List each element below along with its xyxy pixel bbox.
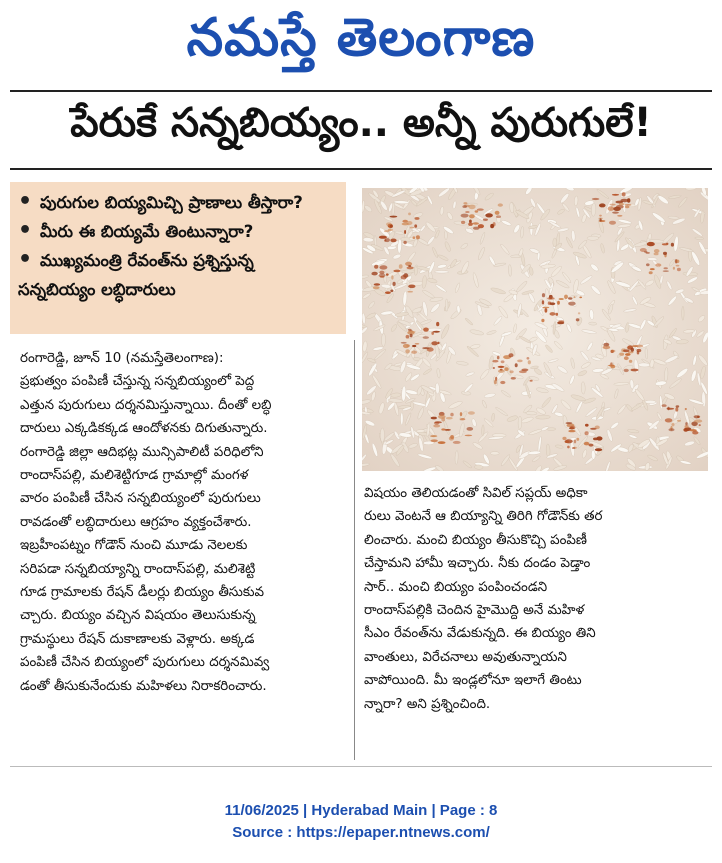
article-line: రాందాస్‌పల్లికి చెందిన హైమొద్ది అనే మహిళ bbox=[364, 603, 585, 619]
footer-source: Source : https://epaper.ntnews.com/ bbox=[232, 824, 490, 841]
article-line: విషయం తెలియడంతో సివిల్ సప్లయ్ అధికా bbox=[364, 486, 588, 501]
headline bbox=[0, 96, 722, 160]
article-line: వారం పంపిణీ చేసిన సన్నబియ్యంలో పురుగులు bbox=[20, 491, 261, 507]
summary-bullet-continuation bbox=[18, 275, 338, 304]
bullet-icon: • bbox=[18, 189, 33, 214]
article-line: దారులు ఎక్కడికక్కడ ఆందోళనకు దిగుతున్నారు. bbox=[20, 421, 268, 437]
summary-bullet bbox=[18, 246, 338, 275]
summary-bullet bbox=[18, 188, 338, 217]
article-line: వాపోయింది. మీ ఇండ్లలోనూ ఇలాగే తింటు bbox=[364, 673, 582, 689]
bullet-icon: • bbox=[18, 247, 33, 272]
summary-bullet-text: మీరు ఈ బియ్యమే తింటున్నారా? bbox=[40, 222, 254, 241]
article-column-right bbox=[364, 482, 704, 716]
article-line: గ్రామస్థులు రేషన్ దుకాణాలకు వెళ్లారు. అక్కడ bbox=[20, 631, 255, 647]
article-line: వాంతులు, విరేచనాలు అవుతున్నాయని bbox=[364, 649, 567, 665]
article-column-left bbox=[20, 347, 346, 698]
article-line: చ్చారు. బియ్యం వచ్చిన విషయం తెలుసుకున్న bbox=[20, 608, 256, 624]
article-line: రులు వెంటనే ఆ బియ్యాన్ని తిరిగి గోడౌన్‌కు తర bbox=[364, 509, 603, 525]
footer-divider bbox=[10, 766, 712, 767]
summary-bullet bbox=[18, 217, 338, 246]
column-divider bbox=[354, 340, 355, 760]
summary-box bbox=[10, 182, 346, 334]
article-line: రావడంతో లబ్ధిదారులు ఆగ్రహం వ్యక్తంచేశారు. bbox=[20, 514, 252, 530]
summary-bullet-text: ముఖ్యమంత్రి రేవంత్‌ను ప్రశ్నిస్తున్న bbox=[40, 251, 254, 270]
headline-divider bbox=[10, 168, 712, 170]
article-line: పంపిణీ చేసిన బియ్యంలో పురుగులు దర్శనమివ్వ bbox=[20, 655, 270, 671]
footer bbox=[0, 800, 722, 844]
bullet-icon: • bbox=[18, 218, 33, 243]
masthead-title: నమస్తే తెలంగాణ bbox=[186, 7, 536, 68]
article-line: సార్.. మంచి బియ్యం పంపించండని bbox=[364, 579, 548, 595]
article-line: లించారు. మంచి బియ్యం తీసుకొచ్చి పంపిణీ bbox=[364, 532, 587, 548]
article-line: సీఎం రేవంత్‌ను వేడుకున్నది. ఈ బియ్యం తిని bbox=[364, 626, 596, 642]
rice-image bbox=[362, 188, 708, 471]
article-line: రంగారెడ్డి జిల్లా ఆదిభట్ల మున్సిపాలిటీ పరిధిలోని bbox=[20, 444, 264, 460]
rice-photo bbox=[362, 188, 708, 471]
article-line: రంగారెడ్డి, జూన్ 10 (నమస్తేతెలంగాణ): bbox=[20, 351, 224, 366]
summary-bullet-text: పురుగుల బియ్యమిచ్చి ప్రాణాలు తీస్తారా? bbox=[40, 193, 303, 212]
headline-text: పేరుకే సన్నబియ్యం.. అన్నీ పురుగులే! bbox=[70, 100, 652, 146]
masthead-divider bbox=[10, 90, 712, 92]
summary-bullet-text: సన్నబియ్యం లబ్ధిదారులు bbox=[18, 280, 176, 299]
masthead-logo bbox=[0, 4, 722, 84]
article-line: ఇబ్రహీంపట్నం గోడౌన్ నుంచి మూడు నెలలకు bbox=[20, 538, 248, 554]
article-line: గూడ గ్రామాలకు రేషన్ డీలర్లు బియ్యం తీసుకువ bbox=[20, 585, 264, 601]
article-line: ప్రభుత్వం పంపిణీ చేస్తున్న సన్నబియ్యంలో పెద్ద bbox=[20, 374, 255, 390]
article-line: సరిపడా సన్నబియ్యాన్ని రాందాస్‌పల్లి, మలిశెట్టి bbox=[20, 561, 256, 577]
footer-edition: 11/06/2025 | Hyderabad Main | Page : 8 bbox=[224, 802, 498, 819]
article-line: ఎత్తున పురుగులు దర్శనమిస్తున్నాయి. దీంతో లబ్ధి bbox=[20, 397, 272, 413]
article-line: న్నారా? అని ప్రశ్నించింది. bbox=[364, 696, 491, 712]
article-line: రాందాస్‌పల్లి, మలిశెట్టిగూడ గ్రామాల్లో మంగళ bbox=[20, 468, 249, 484]
article-line: డంతో తీసుకునేందుకు మహిళలు నిరాకరించారు. bbox=[20, 678, 267, 694]
article-line: చేస్తామని హామీ ఇచ్చారు. నీకు దండం పెడ్తాం bbox=[364, 556, 591, 572]
